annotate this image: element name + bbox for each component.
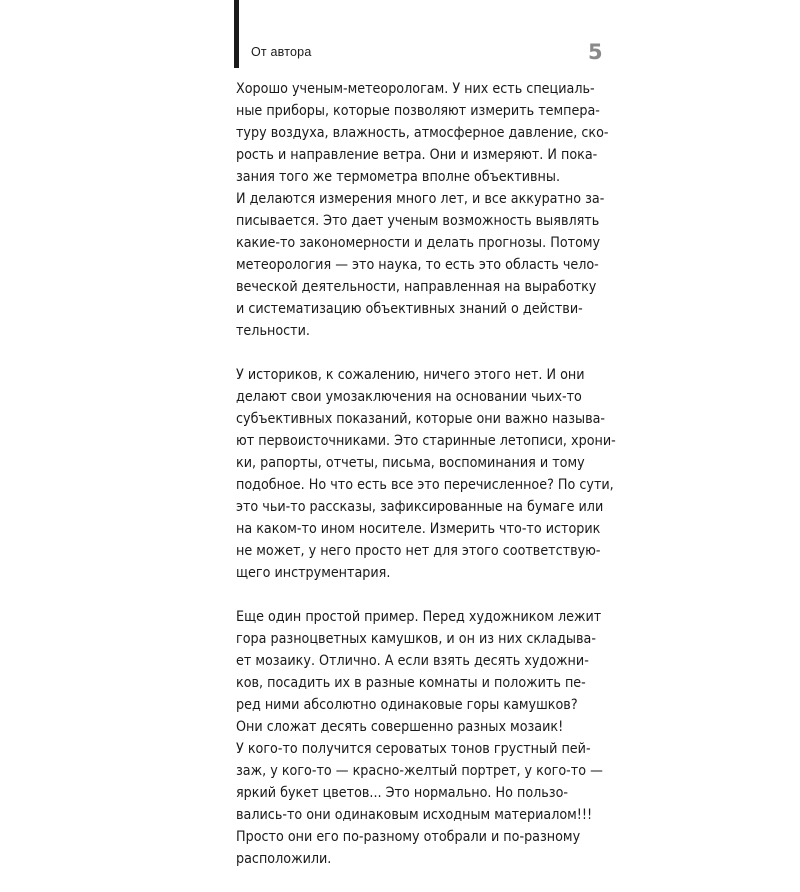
text-line: туру воздуха, влажность, атмосферное давление, ско- <box>236 125 609 141</box>
text-line: У историков, к сожалению, ничего этого нет. И они <box>236 367 585 383</box>
text-line: писывается. Это дает ученым возможность выявлять <box>236 213 600 229</box>
text-line: И делаются измерения много лет, и все аккуратно за- <box>236 191 605 207</box>
text-line: не может, у него просто нет для этого соответствую- <box>236 543 601 559</box>
paragraph-2 <box>236 364 616 584</box>
text-line: Еще один простой пример. Перед художником лежит <box>236 609 602 625</box>
text-line: гора разноцветных камушков, и он из них складыва- <box>236 631 596 647</box>
text-line: рость и направление ветра. Они и измеряют. И пока- <box>236 147 598 163</box>
body-text <box>236 78 616 892</box>
text-line: ков, посадить их в разные комнаты и положить пе- <box>236 675 586 691</box>
text-line: ки, рапорты, отчеты, письма, воспоминания и тому <box>236 455 585 471</box>
text-line: веческой деятельности, направленная на выработку <box>236 279 597 295</box>
text-line: метеорология — это наука, то есть это область чело- <box>236 257 599 273</box>
text-line: зания того же термометра вполне объективны. <box>236 169 561 185</box>
text-line: и систематизацию объективных знаний о действи- <box>236 301 583 317</box>
text-line: это чьи-то рассказы, зафиксированные на бумаге или <box>236 499 604 515</box>
text-line: тельности. <box>236 323 310 339</box>
text-line: Они сложат десять совершенно разных мозаик! <box>236 719 564 735</box>
text-line: ред ними абсолютно одинаковые горы камушков? <box>236 697 578 713</box>
text-line: У кого-то получится сероватых тонов грустный пей- <box>236 741 591 757</box>
text-line: субъективных показаний, которые они важно называ- <box>236 411 606 427</box>
page-number: 5 <box>588 40 603 64</box>
text-line: расположили. <box>236 851 332 867</box>
text-line: ет мозаику. Отлично. А если взять десять художни- <box>236 653 589 669</box>
text-line: на каком-то ином носителе. Измерить что-то историк <box>236 521 601 537</box>
text-line: Хорошо ученым-метеорологам. У них есть специаль- <box>236 81 595 97</box>
text-line: подобное. Но что есть все это перечисленное? По сути, <box>236 477 614 493</box>
text-line: заж, у кого-то — красно-желтый портрет, у кого-то — <box>236 763 603 779</box>
text-line: ют первоисточниками. Это старинные летописи, хрони- <box>236 433 616 449</box>
paragraph-1 <box>236 78 608 342</box>
text-line: Просто они его по-разному отобрали и по-разному <box>236 829 581 845</box>
text-line: делают свои умозаключения на основании чьих-то <box>236 389 582 405</box>
section-title: От автора <box>251 45 312 59</box>
text-line: ные приборы, которые позволяют измерить темпера- <box>236 103 600 119</box>
text-line: вались-то они одинаковым исходным материалом!!! <box>236 807 593 823</box>
text-line: какие-то закономерности и делать прогнозы. Потому <box>236 235 601 251</box>
text-line: щего инструментария. <box>236 565 391 581</box>
paragraph-3 <box>236 606 608 870</box>
text-line: яркий букет цветов... Это нормально. Но пользо- <box>236 785 569 801</box>
header-rule <box>234 0 239 68</box>
